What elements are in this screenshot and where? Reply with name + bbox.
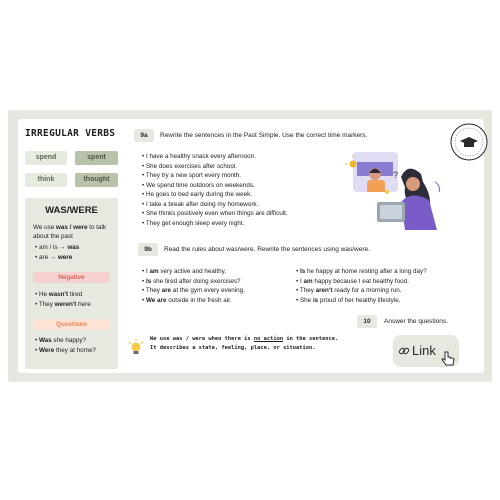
exercise-9a-item: • He goes to bed early during the week.: [142, 190, 288, 200]
svg-text:?: ?: [393, 170, 399, 180]
exercise-9b-column-2: [296, 267, 427, 305]
negative-label: Negative: [33, 272, 110, 283]
exercise-9b-item: • Is she tired after doing exercises?: [142, 277, 245, 287]
link-icon[interactable]: [398, 344, 410, 362]
hand-pointer-icon: [440, 350, 456, 373]
exercise-9b-item: • They aren't ready for a morning run.: [296, 286, 427, 296]
rule-item: • am / is → was: [35, 243, 79, 253]
exercise-9b-column-1: [142, 267, 245, 305]
exercise-9b-item: • She is proud of her healthy lifestyle.: [296, 296, 427, 306]
link-label[interactable]: Link: [412, 343, 436, 358]
question-examples: [35, 336, 96, 355]
verb-past-thought: thought: [75, 173, 118, 187]
exercise-9a-item: • We spend time outdoors on weekends.: [142, 181, 288, 191]
graduation-cap-logo: [449, 122, 489, 167]
exercise-9b-item: • I am very active and healthy.: [142, 267, 245, 277]
exercise-9a-item: • I have a healthy snack every afternoon.: [142, 152, 288, 162]
verb-base-spend: spend: [25, 151, 67, 165]
exercise-10-number: 10: [357, 315, 377, 328]
tip-line-1: We use was / were when there is no action in the sentence.: [150, 336, 339, 342]
verb-past-spent: spent: [75, 151, 118, 165]
exercise-9a-item: • She does exercises after school.: [142, 162, 288, 172]
exercise-9a-number: 9a: [134, 129, 154, 142]
tip-text: [150, 335, 370, 353]
exercise-9b-item: • They are at the gym every evening.: [142, 286, 245, 296]
irregular-verbs-title: IRREGULAR VERBS: [25, 128, 116, 139]
exercise-10-instruction: Answer the questions.: [384, 318, 448, 325]
lightbulb-icon: [128, 339, 144, 362]
question-item: • Was she happy?: [35, 336, 96, 346]
was-were-intro: We use was / were to talk about the past: [33, 224, 107, 240]
exercise-9b-item: • Is he happy at home resting after a long day?: [296, 267, 427, 277]
exercise-9a-list: [142, 152, 288, 228]
question-item: • Were they at home?: [35, 346, 96, 356]
verb-base-think: think: [25, 173, 67, 187]
exercise-9b-item: • We are outside in the fresh air.: [142, 296, 245, 306]
exercise-9a-item: • They try a new sport every month.: [142, 171, 288, 181]
exercise-9a-instruction: Rewrite the sentences in the Past Simple. Use the correct time markers.: [160, 132, 368, 139]
tip-line-2: It describes a state, feeling, place, or situation.: [150, 345, 316, 351]
exercise-9b-number: 9b: [138, 243, 158, 256]
exercise-9a-item: • They get enough sleep every night.: [142, 219, 288, 229]
people-illustration: [333, 152, 448, 239]
negative-item: • He wasn't tired: [35, 290, 91, 300]
exercise-9a-item: • She thinks positively even when things are difficult.: [142, 209, 288, 219]
was-were-rules: [35, 243, 79, 262]
was-were-title: WAS/WERE: [45, 205, 98, 216]
exercise-9a-item: • I take a break after doing my homework.: [142, 200, 288, 210]
negative-examples: [35, 290, 91, 309]
questions-label: Questions: [33, 319, 110, 330]
exercise-9b-instruction: Read the rules about was/were. Rewrite the sentences using was/were.: [164, 246, 370, 253]
rule-item: • are → were: [35, 253, 79, 263]
negative-item: • They weren't here: [35, 300, 91, 310]
exercise-9b-item: • I am happy because I eat healthy food.: [296, 277, 427, 287]
